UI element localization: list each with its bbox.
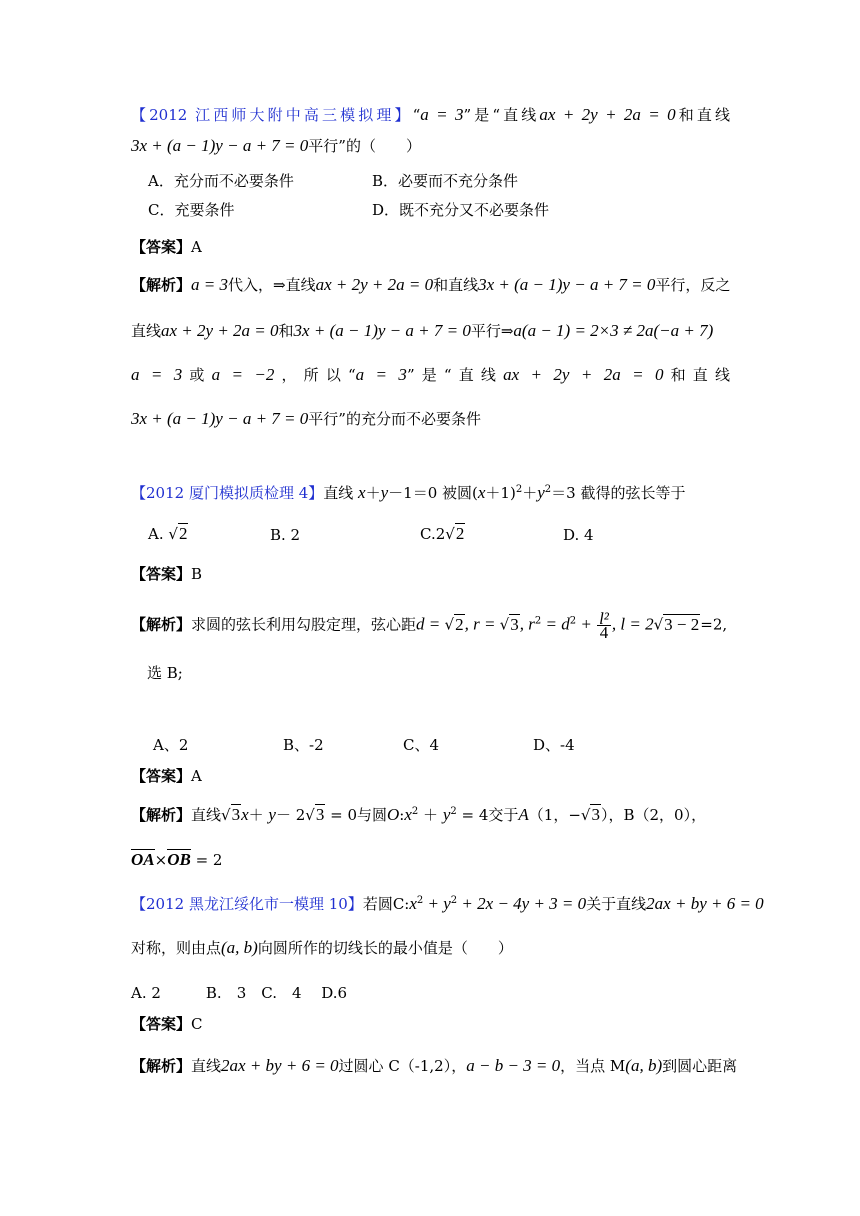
q2-option-a: A. √2 [148,524,188,543]
q2-option-b: B. 2 [270,526,301,544]
q3-option-c: C、4 [403,736,440,754]
q1-option-b: B．必要而不充分条件 [372,172,519,190]
q1-answer: 【答案】A [131,238,202,256]
fraction: $\frac{\text{l²}}{4}$ [599,609,609,642]
q1-stem-line2: 3x + (a − 1)y − a + 7 = 0平行”的（ ） [131,136,421,155]
q1-stem-line1: 【2012 江西师大附中高三模拟理】“a = 3”是“直线ax + 2y + 2a = 0和直线 [131,105,730,124]
q1-option-a: A．充分而不必要条件 [148,172,294,190]
q3-answer: 【答案】A [131,767,202,785]
q1-source: 【2012 江西师大附中高三模拟理】 [131,106,413,124]
q1-option-c: C．充要条件 [148,201,235,219]
q3-option-d: D、-4 [533,736,575,754]
q1-analysis-line1: 【解析】a = 3代入，⇒直线ax + 2y + 2a = 0和直线3x + (a − 1)y − a + 7 = 0平行，反之 [131,275,731,294]
q2-analysis-line1: 【解析】求圆的弦长利用勾股定理，弦心距d = √2, r = √3, $r^2 = d^2$ + $\frac{\text{l²}}{4}$ , l = 2√3 − 2=2, [131,609,728,642]
q4-source: 【2012 黑龙江绥化市一模理 10】 [131,895,363,913]
q2-option-d: D. 4 [563,526,594,544]
q1-analysis-line4: 3x + (a − 1)y − a + 7 = 0平行”的充分而不必要条件 [131,409,481,428]
q1-option-d: D．既不充分又不必要条件 [372,201,550,219]
q4-stem-line2: 对称，则由点(a, b)向圆所作的切线长的最小值是（ ） [131,938,513,957]
q3-option-a: A、2 [153,736,189,754]
q4-options: A. 2 B. 3 C. 4 D.6 [131,984,348,1002]
q2-analysis-line2: 选 B; [147,664,183,682]
q1-analysis-line3: a = 3或a = −2，所以“a = 3”是“直线ax + 2y + 2a = 0和直线 [131,365,730,384]
q4-analysis-line1: 【解析】直线2ax + by + 6 = 0过圆心 C（-1,2），a − b − 3 = 0，当点 M(a, b)到圆心距离 [131,1056,738,1075]
q4-answer: 【答案】C [131,1015,203,1033]
q2-answer: 【答案】B [131,565,203,583]
q3-option-b: B、-2 [283,736,324,754]
q2-option-c: C.2√2 [420,524,465,543]
q3-analysis-line1: 【解析】直线√3x＋ y－ 2√3 = 0与圆$O:x^2 + y^2 = 4$交于A（1，−√3），B（2，0）， [131,805,707,824]
q4-stem-line1: 【2012 黑龙江绥化市一模理 10】若圆$C:x^2 + y^2 + 2x - 4y + 3 = 0$关于直线2ax + by + 6 = 0 [131,894,764,913]
q1-analysis-line2: 直线ax + 2y + 2a = 0和3x + (a − 1)y − a + 7 = 0平行⇒a(a − 1) = 2×3 ≠ 2a(−a + 7) [131,321,714,340]
q2-stem: 【2012 厦门模拟质检理 4】直线 x＋y－1＝0 被圆$(x+1)^2+y^2=3$ 截得的弦长等于 [131,483,686,502]
q3-analysis-line2: OA×OB = 2 [131,850,223,869]
q2-source: 【2012 厦门模拟质检理 4】 [131,484,324,502]
